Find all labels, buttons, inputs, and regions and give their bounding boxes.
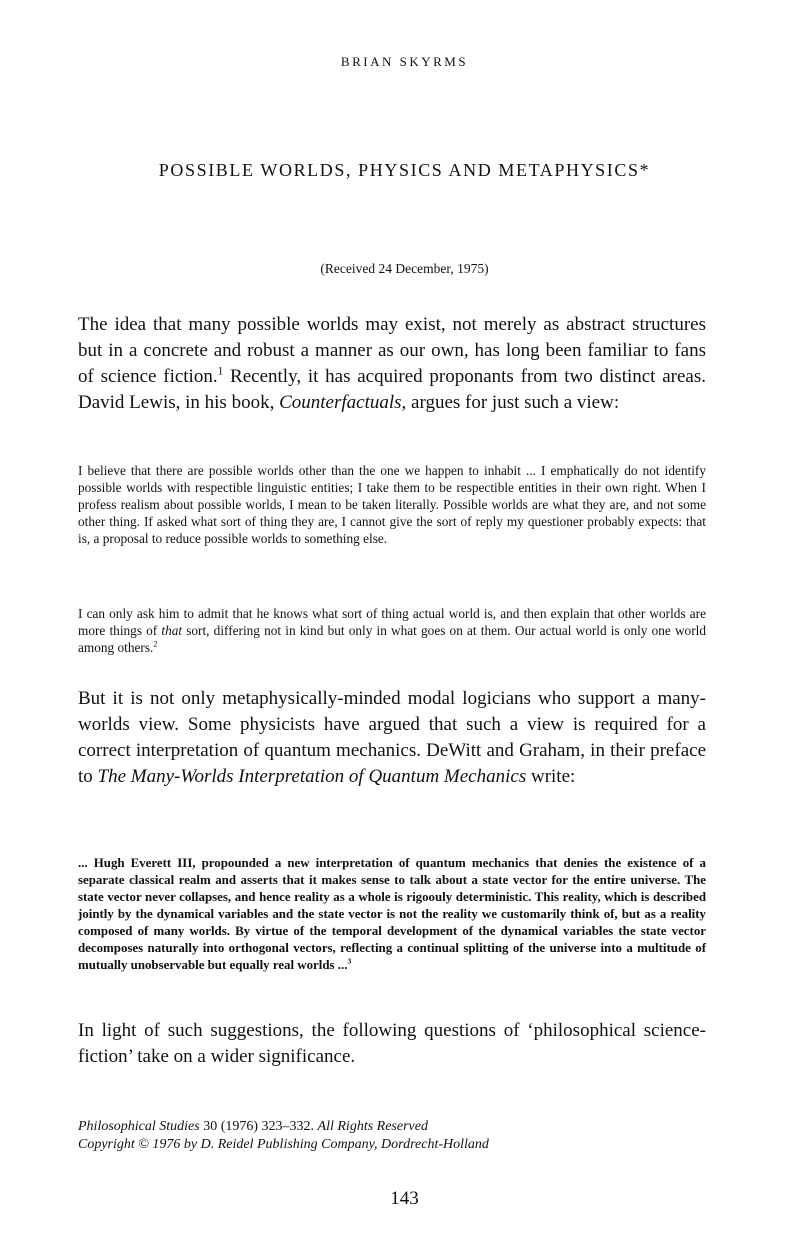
footnote-marker-3: 3 xyxy=(347,956,352,966)
block-quote-dewitt-graham-text: ... Hugh Everett III, propounded a new interpretation of quantum mechanics that denies the existence of a separate classical realm and asserts that it makes sense to talk about a state vector for the entire universe. The state vector never collapses, and hence reality as a whole is rigoouly deterministic. This reality, which is described jointly by the dynamical variables and the state vector is not the reality we customarily think of, but as a reality composed of many worlds. By virtue of the temporal development of the dynamical variables the state vector decomposes naturally into orthogonal vectors, reflecting a continual splitting of the universe into a multitude of mutually unobservable but equally real worlds ... xyxy=(78,856,706,972)
paragraph-intro-text-a: The idea that many possible worlds may exist, not merely as abstract structures but in a concrete and robust a manner as our own, has long been familiar to fans of science fiction. xyxy=(78,314,706,387)
block-quote-lewis-1: I believe that there are possible worlds other than the one we happen to inhabit ... I emphatically do not identify possible worlds with respectible linguistic entities; I take them to be respectible entities in their own right. When I profess realism about possible worlds, I mean to be taken literally. Possible worlds are what they are, and not some other thing. If asked what sort of thing they are, I cannot give the sort of reply my questioner probably expects: that is, a proposal to reduce possible worlds to something else. xyxy=(78,463,706,546)
received-date: (Received 24 December, 1975) xyxy=(320,261,489,276)
paragraph-physicists xyxy=(78,686,706,790)
paragraph-intro-text-b: Recently, it has acquired proponants from two distinct areas. David Lewis, in his book, xyxy=(78,366,706,413)
block-quote-lewis-2 xyxy=(78,605,706,656)
journal-details: (1976) 323–332. xyxy=(220,1119,318,1134)
paragraph-physicists-text-b: write: xyxy=(526,766,576,787)
paragraph-intro-text-c: , argues for just such a view: xyxy=(401,392,620,413)
article-title: POSSIBLE WORLDS, PHYSICS AND METAPHYSICS* xyxy=(158,160,651,180)
publication-info xyxy=(78,1118,489,1154)
paragraph-physicists-text-a: But it is not only metaphysically-minded modal logicians who support a many-worlds view. Some physicists have argued that such a view is required for a correct interpretation of quantum mechanics. DeWitt and Graham, in their preface to xyxy=(78,688,706,787)
page-number: 143 xyxy=(390,1188,419,1209)
emphasis-that: that xyxy=(161,623,183,638)
footnote-marker-1: 1 xyxy=(217,365,224,378)
journal-volume: 30 xyxy=(199,1119,221,1134)
book-title-many-worlds: The Many-Worlds Interpretation of Quantum Mechanics xyxy=(97,766,527,787)
block-quote-lewis-2-text-b: sort, differing not in kind but only in what goes on at them. Our actual world is only one world among others. xyxy=(78,623,706,655)
author-name: BRIAN SKYRMS xyxy=(340,54,469,69)
block-quote-lewis-2-text-a: I can only ask him to admit that he knows what sort of thing actual world is, and then explain that other worlds are more things of xyxy=(78,606,706,638)
publication-citation xyxy=(78,1118,489,1136)
paragraph-intro xyxy=(78,312,706,416)
block-quote-dewitt-graham xyxy=(78,855,706,974)
journal-name: Philosophical Studies xyxy=(78,1119,200,1134)
copyright-line: Copyright © 1976 by D. Reidel Publishing Company, Dordrecht-Holland xyxy=(78,1137,489,1152)
footnote-marker-2: 2 xyxy=(153,639,158,649)
book-title-counterfactuals: Counterfactuals xyxy=(279,392,402,413)
paragraph-conclusion: In light of such suggestions, the following questions of ‘philosophical science-fiction’ take on a wider significance. xyxy=(78,1020,706,1067)
rights-notice: All Rights Reserved xyxy=(317,1119,428,1134)
